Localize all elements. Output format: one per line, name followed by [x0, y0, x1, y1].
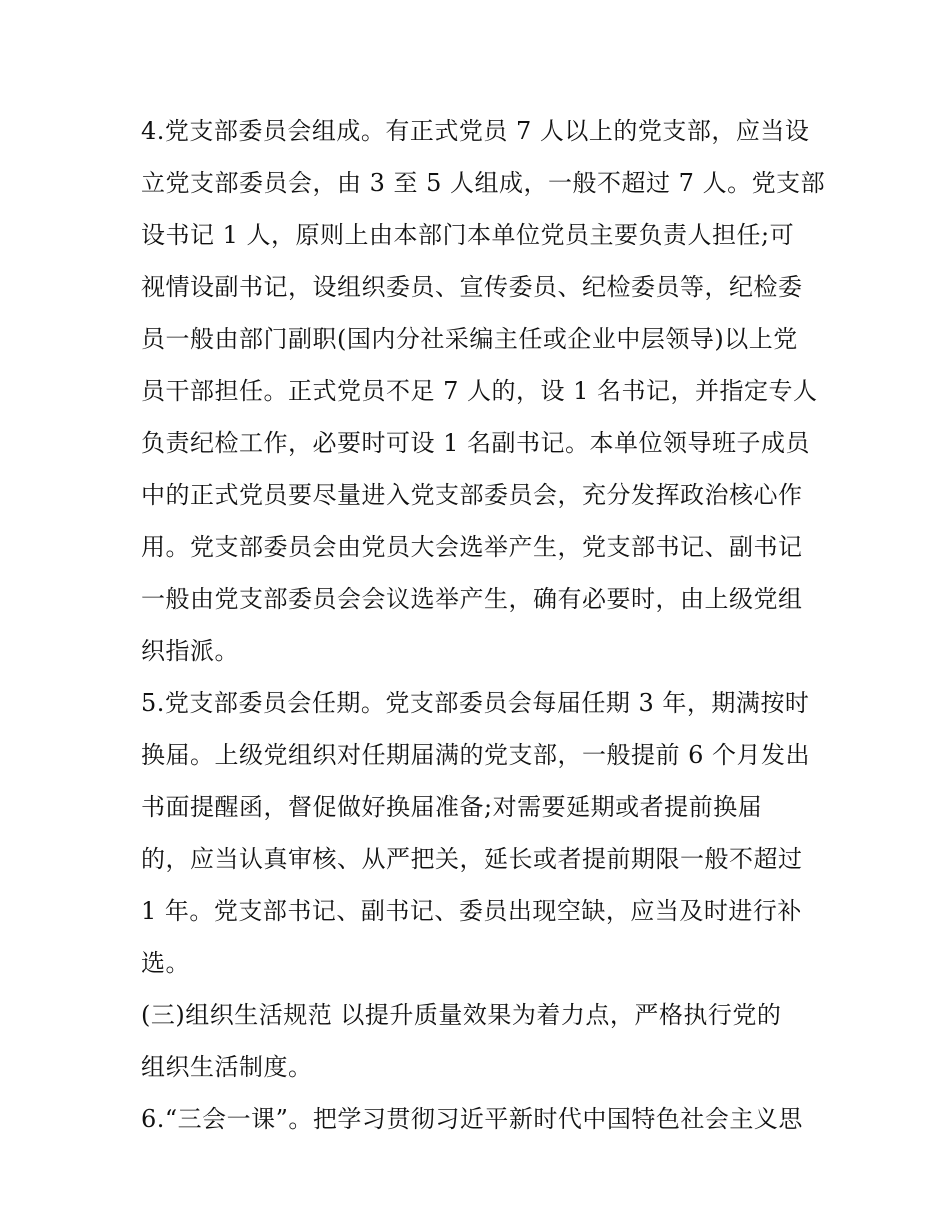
text-line: (三)组织生活规范 以提升质量效果为着力点，严格执行党的 [141, 1001, 782, 1029]
text-line: 织指派。 [141, 637, 239, 665]
text-line: 负责纪检工作，必要时可设 1 名副书记。本单位领导班子成员 [141, 429, 811, 457]
text-line: 员一般由部门副职(国内分社采编主任或企业中层领导)以上党 [141, 325, 798, 353]
text-line: 视情设副书记，设组织委员、宣传委员、纪检委员等，纪检委 [141, 273, 803, 301]
text-line: 的，应当认真审核、从严把关，延长或者提前期限一般不超过 [141, 845, 803, 873]
document-body [141, 112, 841, 1152]
text-line: 中的正式党员要尽量进入党支部委员会，充分发挥政治核心作 [141, 481, 803, 509]
text-line: 员干部担任。正式党员不足 7 人的，设 1 名书记，并指定专人 [141, 377, 818, 405]
text-line: 6.“三会一课”。把学习贯彻习近平新时代中国特色社会主义思 [141, 1105, 803, 1133]
text-line: 书面提醒函，督促做好换届准备;对需要延期或者提前换届 [141, 793, 763, 821]
text-line: 设书记 1 人，原则上由本部门本单位党员主要负责人担任;可 [141, 221, 795, 249]
text-line: 4.党支部委员会组成。有正式党员 7 人以上的党支部，应当设 [141, 117, 810, 145]
text-line: 一般由党支部委员会会议选举产生，确有必要时，由上级党组 [141, 585, 803, 613]
text-line: 组织生活制度。 [141, 1053, 313, 1081]
text-line: 1 年。党支部书记、副书记、委员出现空缺，应当及时进行补 [141, 897, 802, 925]
text-line: 选。 [141, 949, 190, 977]
text-line: 立党支部委员会，由 3 至 5 人组成，一般不超过 7 人。党支部 [141, 169, 826, 197]
text-line: 用。党支部委员会由党员大会选举产生，党支部书记、副书记 [141, 533, 803, 561]
text-line: 5.党支部委员会任期。党支部委员会每届任期 3 年，期满按时 [141, 689, 810, 717]
text-line: 换届。上级党组织对任期届满的党支部，一般提前 6 个月发出 [141, 741, 811, 769]
